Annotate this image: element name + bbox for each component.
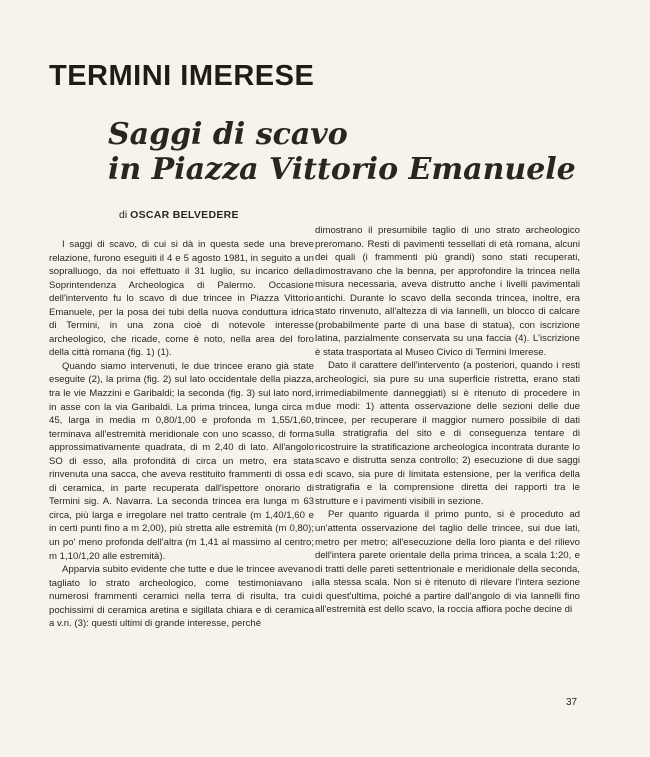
article-title: TERMINI IMERESE <box>49 60 315 92</box>
right-column <box>315 224 580 617</box>
article-subtitle <box>108 117 608 187</box>
paragraph: I saggi di scavo, di cui si dà in questa sede una breve relazione, furono eseguiti il 4 e 5 agosto 1981, in seguito a un sopralluogo, da noi effettuato il 31 luglio, su incarico della Soprintendenza Archeologica di Palermo. Occasione dell'intervento fu lo scavo di due trincee in Piazza Vittorio Emanuele, per la posa dei tubi della nuova conduttura idrica di Termini, in una zona cioè di notevole interesse archeologico, che ricade, come è noto, nella area del foro della città romana (fig. 1) (1). <box>49 239 314 359</box>
byline-prefix: di <box>119 209 128 221</box>
paragraph: dimostrano il presumibile taglio di uno strato archeologico preromano. Resti di pavimenti tessellati di età romana, alcuni dei quali (i frammenti più grandi) sono stati recuperati, dimostravano che la benna, per approfondire la trincea nella misura necessaria, aveva distrutto anche i livelli pavimentali antichi. Durante lo scavo della seconda trincea, inoltre, era stato rinvenuto, all'altezza di via Iannelli, un blocco di calcare (probabilmente parte di una base di statua), con iscrizione latina, parzialmente conservata su una faccia (4). L'iscrizione è stata trasportata al Museo Civico di Termini Imerese. <box>315 225 580 358</box>
left-column <box>49 238 314 631</box>
paragraph: Apparvia subito evidente che tutte e due le trincee avevano tagliato lo strato archeologico, come testimoniavano i numerosi frammenti ceramici nella terra di risulta, tra cui pochissimi di ceramica aretina e sigillata chiara e di ceramica a v.n. (3): questi ultimi di grande interesse, perché <box>49 564 314 630</box>
page-number: 37 <box>566 697 578 708</box>
author-name: OSCAR BELVEDERE <box>130 209 239 221</box>
subtitle-line-2: in Piazza Vittorio Emanuele <box>108 152 576 187</box>
subtitle-line-1: Saggi di scavo <box>108 117 348 152</box>
byline <box>119 209 239 221</box>
paragraph: Dato il carattere dell'intervento (a posteriori, quando i resti archeologici, sia pure su una superficie ristretta, erano stati irrimediabilmente danneggiati) si è ritenuto di procedere in due modi: 1) attenta osservazione delle sezioni delle due trincee, per recuperare il maggior numero possibile di dati sulla stratigrafia del sito e di conseguenza tentare di ricostruire la stratificazione archeologica incontrata durante lo scavo e distrutta senza controllo; 2) esecuzione di due saggi di scavo, sia pure di limitata estensione, per la verifica della stratigrafia e la comprensione diretta dei rapporti tra le strutture e i pavimenti visibili in sezione. <box>315 360 580 507</box>
paragraph: Per quanto riguarda il primo punto, si è proceduto ad un'attenta osservazione del taglio delle trincee, sui due lati, metro per metro; all'esecuzione della loro pianta e del rilievo dell'intera parete orientale della prima trincea, a scala 1:20, e di tratti delle pareti settentrionale e meridionale della seconda, alla stessa scala. Non si è ritenuto di rilevare l'intera sezione di quest'ultima, poiché a partire dall'angolo di via Iannelli fino all'estremità est dello scavo, la roccia affiora poche decine di <box>315 509 580 616</box>
paragraph: Quando siamo intervenuti, le due trincee erano già state eseguite (2), la prima (fig. 2) sul lato occidentale della piazza, tra le vie Mazzini e Garibaldi; la seconda (fig. 3) sul lato nord, in asse con la via Garibaldi. La prima trincea, lunga circa m 45, larga in media m 0,80/1,00 e profonda m 1,55/1,60, terminava all'estremità meridionale con uno scasso, di forma approssimativamente quadrata, di m 2,40 di lato. All'angolo SO di esso, alla profondità di circa un metro, era stata rinvenuta una sacca, che aveva restituito frammenti di ossa e di ceramica, in parte recuperata dall'ispettore onorario di Termini sig. A. Navarra. La seconda trincea era lunga m 63 circa, più larga e irregolare nel tratto centrale (m 1,40/1,60 e in certi punti fino a m 2,00), più stretta alle estremità (m 0,80); un po' meno profonda dell'altra (m 1,41 al massimo al centro; m 1,10/1,20 alle estremità). <box>49 360 314 562</box>
